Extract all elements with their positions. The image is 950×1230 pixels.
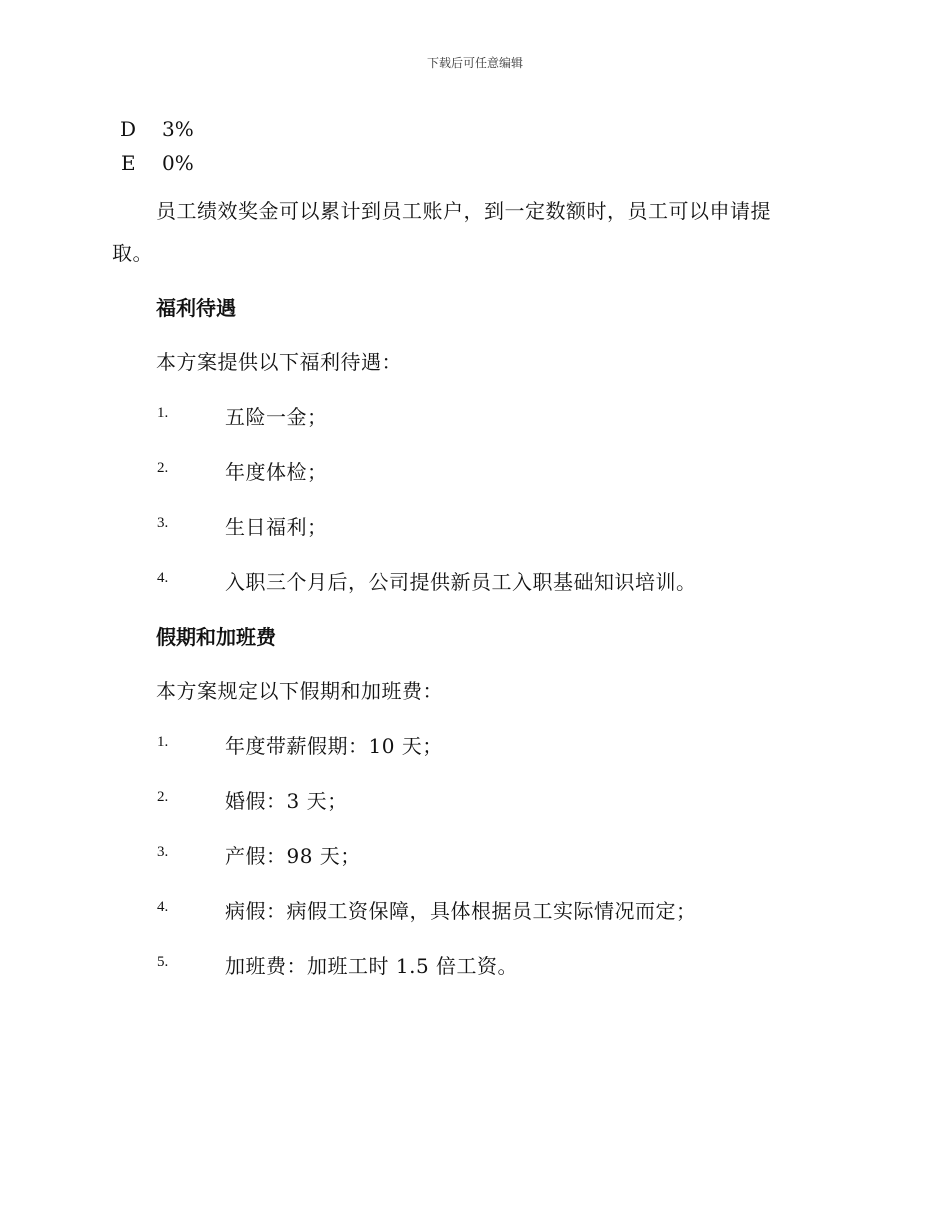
bonus-paragraph-line2: 取。 bbox=[112, 241, 153, 265]
leave-item-4-number: 4. bbox=[157, 899, 169, 915]
welfare-item-1-text: 五险一金； bbox=[225, 405, 328, 429]
welfare-item-2-text: 年度体检； bbox=[225, 460, 328, 484]
welfare-item-4-number: 4. bbox=[157, 570, 169, 586]
leave-item-1-text: 年度带薪假期：10 天； bbox=[225, 734, 443, 758]
grade-letter-e: E bbox=[121, 151, 136, 175]
grade-value-e: 0% bbox=[162, 151, 194, 175]
leave-item-1-number: 1. bbox=[157, 734, 169, 750]
grade-value-d: 3% bbox=[162, 117, 194, 141]
leave-intro: 本方案规定以下假期和加班费： bbox=[156, 679, 443, 703]
leave-item-2-number: 2. bbox=[157, 789, 169, 805]
welfare-intro: 本方案提供以下福利待遇： bbox=[156, 350, 402, 374]
grade-letter-d: D bbox=[120, 117, 137, 141]
welfare-heading: 福利待遇 bbox=[156, 296, 236, 320]
page-header: 下载后可任意编辑 bbox=[426, 56, 523, 70]
leave-item-5-number: 5. bbox=[157, 954, 169, 970]
welfare-item-2-number: 2. bbox=[157, 460, 169, 476]
leave-item-3-text: 产假：98 天； bbox=[225, 844, 361, 868]
leave-item-4-text: 病假：病假工资保障，具体根据员工实际情况而定； bbox=[225, 899, 697, 923]
welfare-item-3-text: 生日福利； bbox=[225, 515, 328, 539]
bonus-paragraph-line1: 员工绩效奖金可以累计到员工账户，到一定数额时，员工可以申请提 bbox=[156, 199, 771, 223]
leave-item-3-number: 3. bbox=[157, 844, 169, 860]
welfare-item-3-number: 3. bbox=[157, 515, 169, 531]
leave-item-5-text: 加班费：加班工时 1.5 倍工资。 bbox=[225, 954, 519, 978]
leave-item-2-text: 婚假：3 天； bbox=[225, 789, 348, 813]
welfare-item-1-number: 1. bbox=[157, 405, 169, 421]
leave-heading: 假期和加班费 bbox=[156, 625, 276, 649]
welfare-item-4-text: 入职三个月后，公司提供新员工入职基础知识培训。 bbox=[225, 570, 697, 594]
